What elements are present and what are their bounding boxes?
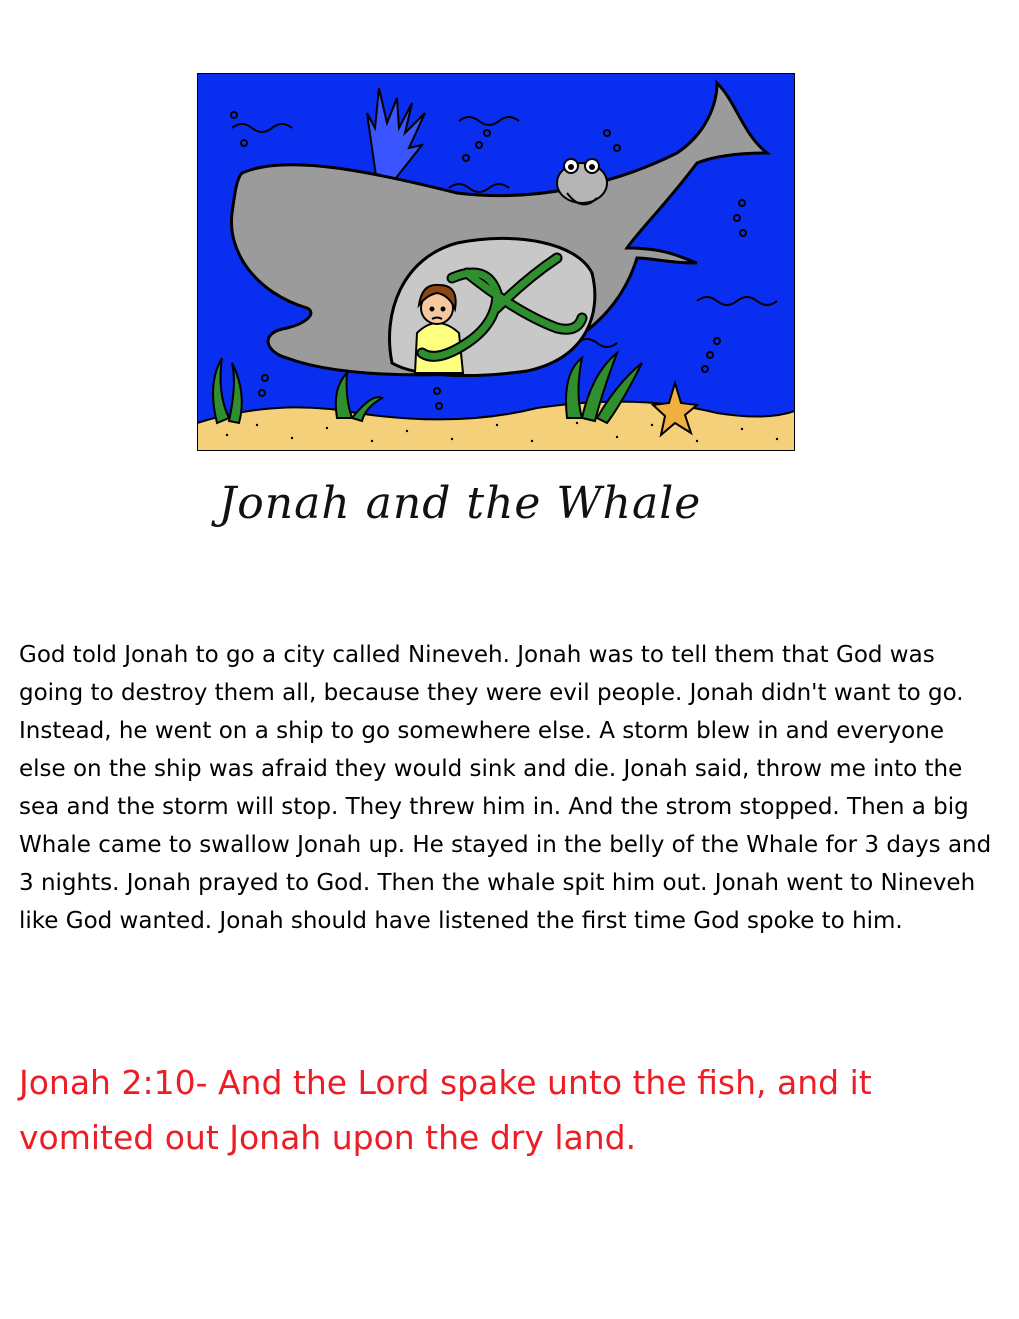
page-title: Jonah and the Whale [218, 478, 702, 529]
whale-jonah-illustration [197, 73, 795, 451]
whale-eye [557, 159, 607, 204]
story-paragraph: God told Jonah to go a city called Nineveh. Jonah was to tell them that God was going to destroy them all, because they were evil people. Jonah didn't want to go. Instead, he went on a ship to go somewhere else. A storm blew in and everyone else on the ship was afraid they would sink and die. Jonah said, throw me into the sea and the storm will stop. They threw him in. And the strom stopped. Then a big Whale came to swallow Jonah up. He stayed in the belly of the Whale for 3 days and 3 nights. Jonah prayed to God. Then the whale spit him out. Jonah went to Nineveh like God wanted. Jonah should have listened the first time God spoke to him. [19, 642, 992, 934]
bible-verse: Jonah 2:10- And the Lord spake unto the fish, and it vomited out Jonah upon the dry land. [19, 1063, 872, 1157]
